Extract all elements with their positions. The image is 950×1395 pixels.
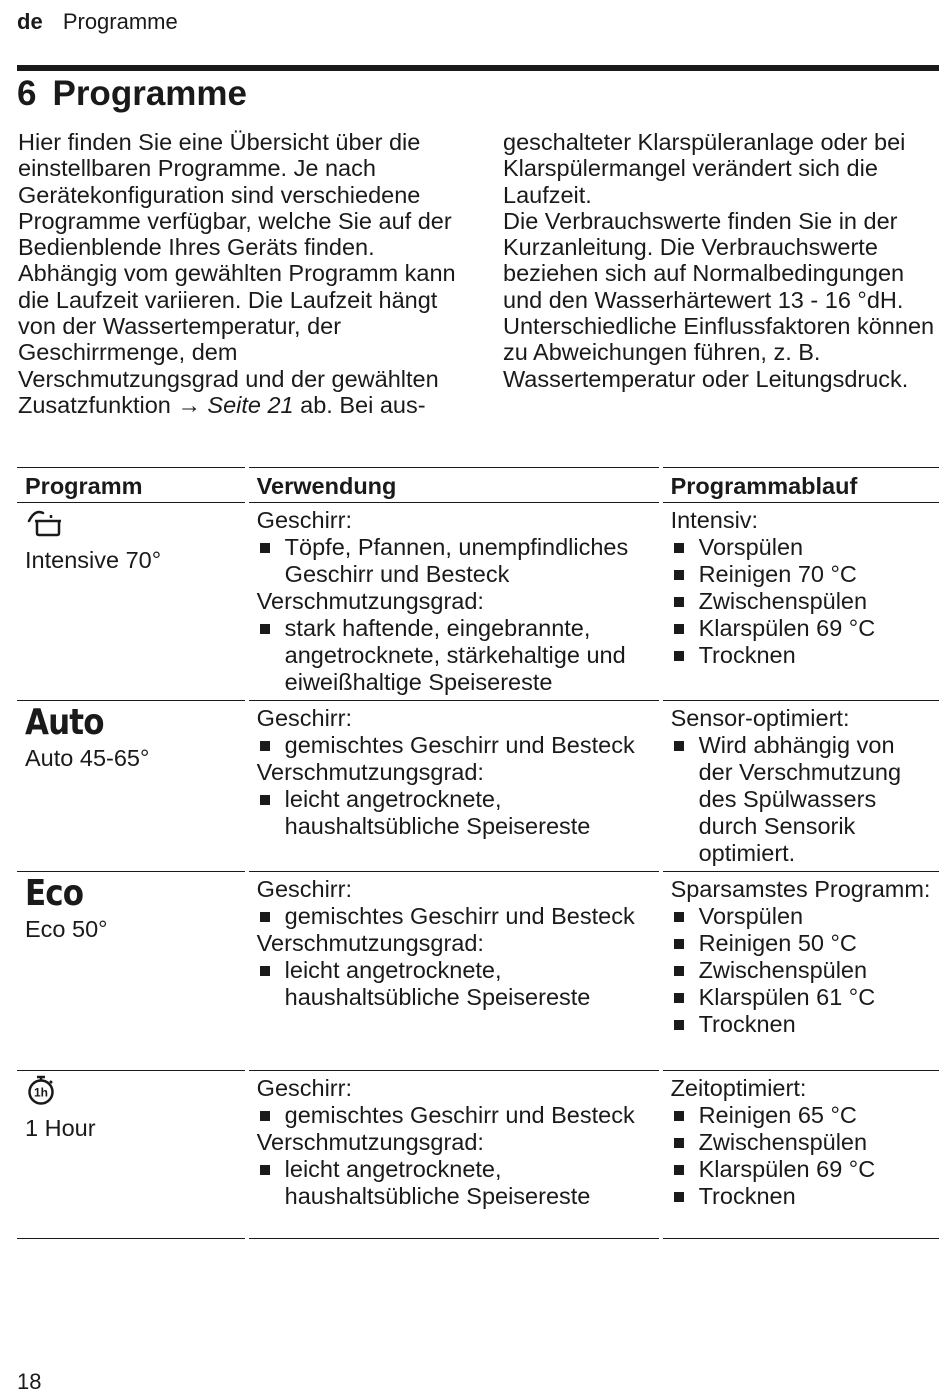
header-section: Programme <box>62 9 178 34</box>
program-cell <box>17 872 247 1071</box>
program-table <box>17 467 939 1239</box>
list-item: Reinigen 70 °C <box>671 561 931 588</box>
list-item: stark haftende, eingebrannte, angetrocknete, stärkehaltige und eiweißhaltige Speisereste <box>257 615 651 696</box>
table-row <box>17 701 939 872</box>
usage-dishes-list <box>257 732 651 759</box>
usage-label-dishes: Geschirr: <box>256 1075 352 1101</box>
table-header-row <box>17 468 939 503</box>
stopwatch-1h-icon <box>25 1074 57 1112</box>
usage-dishes-list <box>257 534 651 588</box>
sequence-list <box>671 903 931 1038</box>
page-reference-link[interactable]: Seite 21 <box>207 391 294 418</box>
stopwatch-icon-label: 1h <box>33 1085 49 1100</box>
list-item: Reinigen 50 °C <box>671 930 931 957</box>
list-item: Zwischenspülen <box>671 588 931 615</box>
column-header-usage: Verwendung <box>247 468 661 503</box>
header-rule <box>17 65 939 71</box>
usage-soiling-list <box>257 786 651 840</box>
chapter-title-text: Programme <box>52 74 247 113</box>
intro-paragraph-1: Hier finden Sie eine Übersicht über die einstellbaren Programme. Je nach Gerätekonfiguration sind verschiedene Programme verfügbar, welche Sie auf der Bedienblende Ihres Geräts finden. <box>18 129 452 261</box>
usage-cell <box>247 503 661 701</box>
table-row <box>17 872 939 1071</box>
list-item: Vorspülen <box>671 903 931 930</box>
list-item: Zwischenspülen <box>671 957 931 984</box>
usage-label-soiling: Verschmutzungsgrad: <box>256 1129 484 1155</box>
list-item: Trocknen <box>671 642 931 669</box>
usage-soiling-list <box>257 957 651 1011</box>
page-number: 18 <box>17 1369 42 1394</box>
table-row <box>17 1071 939 1239</box>
column-header-program: Programm <box>17 468 247 503</box>
list-item: Klarspülen 61 °C <box>671 984 931 1011</box>
list-item: leicht angetrocknete, haushaltsübliche Speisereste <box>257 786 651 840</box>
usage-soiling-list <box>257 1156 651 1210</box>
sequence-label: Sensor-optimiert: <box>670 705 850 731</box>
program-icon-container <box>25 702 237 743</box>
arrow-icon: → <box>177 391 201 418</box>
list-item: Reinigen 65 °C <box>671 1102 931 1129</box>
sequence-cell <box>661 503 939 701</box>
list-item: Wird abhängig von der Verschmutzung des Spülwassers durch Sensorik optimiert. <box>671 732 931 867</box>
usage-label-soiling: Verschmutzungsgrad: <box>256 588 484 614</box>
list-item: Klarspülen 69 °C <box>671 615 931 642</box>
list-item: gemischtes Geschirr und Besteck <box>257 1102 651 1129</box>
usage-label-soiling: Verschmutzungsgrad: <box>256 759 484 785</box>
intro-paragraph-2 <box>18 260 458 418</box>
list-item: leicht angetrocknete, haushaltsübliche Speisereste <box>257 1156 651 1210</box>
usage-label-dishes: Geschirr: <box>256 705 352 731</box>
list-item: Trocknen <box>671 1011 931 1038</box>
eco-icon: Eco <box>25 873 84 914</box>
usage-cell <box>247 1071 661 1239</box>
usage-cell <box>247 872 661 1071</box>
list-item: gemischtes Geschirr und Besteck <box>257 903 651 930</box>
program-name: 1 Hour <box>25 1115 96 1141</box>
chapter-number: 6 <box>17 74 37 113</box>
program-icon-container <box>25 873 237 914</box>
program-cell <box>17 1071 247 1239</box>
program-name: Intensive 70° <box>25 547 162 573</box>
list-item: Vorspülen <box>671 534 931 561</box>
intro-p2-text: Abhängig vom gewählten Programm kann die Laufzeit variieren. Die Laufzeit hängt von der Wassertemperatur, der Geschirrmenge, dem Verschmutzungsgrad und der gewählten Zusatzfunktion <box>18 260 456 418</box>
usage-label-dishes: Geschirr: <box>256 507 352 533</box>
program-name: Eco 50° <box>25 916 108 942</box>
intro-p2-tail: ab. Bei aus- <box>293 391 426 418</box>
usage-cell <box>247 701 661 872</box>
sequence-label: Sparsamstes Programm: <box>670 876 931 902</box>
column-header-sequence: Programmablauf <box>661 468 939 503</box>
sequence-cell <box>661 1071 939 1239</box>
list-item: Trocknen <box>671 1183 931 1210</box>
list-item: leicht angetrocknete, haushaltsübliche Speisereste <box>257 957 651 1011</box>
program-cell <box>17 503 247 701</box>
list-item: Töpfe, Pfannen, unempfindliches Geschirr und Besteck <box>257 534 651 588</box>
program-icon-container <box>25 1075 237 1111</box>
pot-icon <box>25 507 65 543</box>
language-code: de <box>17 9 43 34</box>
sequence-cell <box>661 701 939 872</box>
auto-icon: Auto <box>25 702 104 743</box>
chapter-title <box>17 74 247 114</box>
intro-right-column <box>503 129 943 392</box>
sequence-cell <box>661 872 939 1071</box>
intro-paragraph-2-continued: geschalteter Klarspüleranlage oder bei Klarspülermangel verändert sich die Laufzeit. <box>503 129 906 208</box>
sequence-list <box>671 534 931 669</box>
intro-paragraph-3: Die Verbrauchswerte finden Sie in der Kurzanleitung. Die Verbrauchswerte beziehen sich auf Normalbedingungen und den Wasserhärtewert 13 - 16 °dH. Unterschiedliche Einflussfaktoren können zu Abweichungen führen, z. B. Wassertemperatur oder Leitungsdruck. <box>503 207 935 392</box>
list-item: Klarspülen 69 °C <box>671 1156 931 1183</box>
usage-dishes-list <box>257 903 651 930</box>
list-item: Zwischenspülen <box>671 1129 931 1156</box>
program-icon-container <box>25 507 237 543</box>
sequence-label: Intensiv: <box>670 507 759 533</box>
program-name: Auto 45-65° <box>25 745 150 771</box>
page-header <box>17 9 178 35</box>
sequence-list <box>671 1102 931 1210</box>
program-cell <box>17 701 247 872</box>
usage-label-dishes: Geschirr: <box>256 876 352 902</box>
table-row <box>17 503 939 701</box>
usage-label-soiling: Verschmutzungsgrad: <box>256 930 484 956</box>
sequence-list <box>671 732 931 867</box>
list-item: gemischtes Geschirr und Besteck <box>257 732 651 759</box>
usage-dishes-list <box>257 1102 651 1129</box>
intro-left-column <box>18 129 458 418</box>
sequence-label: Zeitoptimiert: <box>670 1075 807 1101</box>
usage-soiling-list <box>257 615 651 696</box>
